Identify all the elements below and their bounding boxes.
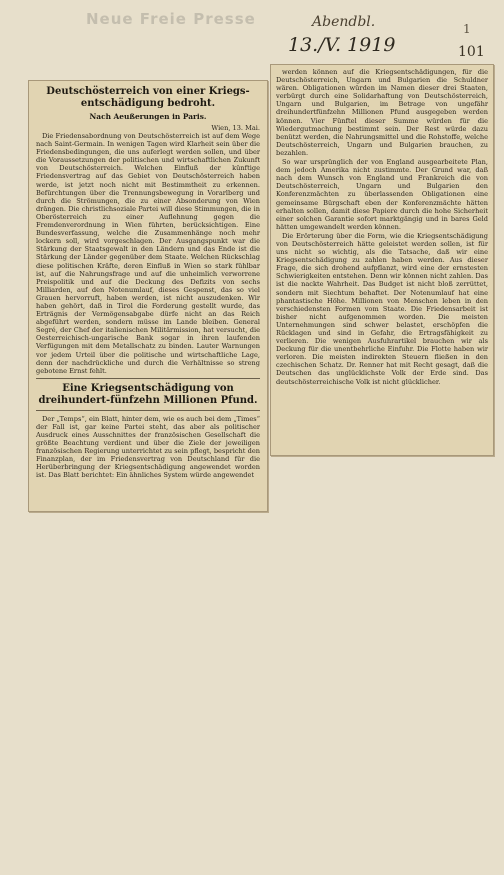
handwritten-ref-number: 101	[458, 44, 485, 60]
newspaper-stamp: Neue Freie Presse	[86, 10, 256, 28]
article-divider	[36, 378, 260, 379]
article2-headline: Eine Kriegsentschädigung von dreihundert-fünfzehn Millionen Pfund.	[38, 382, 258, 406]
handwritten-date: 13./V. 1919	[288, 34, 396, 56]
right-paragraph-2: So war ursprünglich der von England ausgearbeitete Plan, dem jedoch Amerika nicht zustimmte. Der Grund war, daß nach dem Wunsch von England und Frankreich die von Deutschösterreich, Ungarn und Bulgarien den Konferenzmächten zu überlassenden Obligationen eine gemeinsame Bürgschaft eben der Konferenzmächte hätten erhalten sollen, damit diese Papiere durch die hohe Sicherheit einer solchen Garantie sofort marktgängig und in bares Geld hätten umgewandelt werden können.	[276, 158, 488, 231]
handwritten-ref-top: 1	[463, 22, 471, 36]
right-paragraph-1: werden können auf die Kriegsentschädigungen, für die Deutschösterreich, Ungarn und Bulgarien die Schuldner wären. Obligationen würden im Namen dieser drei Staaten, verbürgt durch eine Solidarhaftung von Deutschösterreich, Ungarn und Bulgarien, im Betrage von ungefähr dreihundertfünfzehn Millionen Pfund ausgegeben werden können. Vier Fünftel dieser Summe würden für die Wiedergutmachung bestimmt sein. Der Rest würde dazu benützt werden, die Nahrungsmittel und die Rohstoffe, welche Deutschösterreich, Ungarn und Bulgarien brauchen, zu bezahlen.	[276, 68, 488, 157]
right-paragraph-3: Die Erörterung über die Form, wie die Kriegsentschädigung von Deutschösterreich hätte geleistet werden sollen, ist für uns nicht so wichtig, als die Tatsache, daß wir eine Kriegsentschädigung zu zahlen haben werden. Aus dieser Frage, die sich drohend aufpflanzt, wird eine der ernstesten Schwierigkeiten entstehen. Denn wir können nicht zahlen. Das ist die nackte Wahrheit. Das Budget ist nicht bloß zerrüttet, sondern mit Siechtum behaftet. Der Notenumlauf hat eine phantastische Höhe. Millionen von Menschen leben in den verschiedensten Formen vom Staate. Die Friedensarbeit ist bisher nicht aufgenommen worden. Die meisten Unternehmungen sind schwer belastet, erschöpfen die Rücklagen und sind in Gefahr, die Ertragsfähigkeit zu verlieren. Die wenigen Ausfuhrartikel brauchen wir als Deckung für die unentbehrliche Einfuhr. Die Flotte haben wir verloren. Die meisten indirekten Steuern fließen in den czechischen Schatz. Dr. Renner hat mit Recht gesagt, daß die Deutschen das unglücklichste Volk der Erde sind. Das deutschösterreichische Volk ist nicht glücklicher.	[276, 231, 488, 386]
handwritten-edition-note: Abendbl.	[312, 14, 376, 30]
article2-paragraph: Der „Temps“, ein Blatt, hinter dem, wie es auch bei dem „Times“ der Fall ist, gar keine Partei steht, das aber als politischer Ausdruck eines Ausschnittes der französischen Gesellschaft die größte Beachtung verdient und über die Ziele der jeweiligen französischen Regierung unterrichtet zu sein pflegt, bespricht den Finanzplan, der im Friedensvertrag von Deutschland für die Herüberbringung der Kriegsentschädigung angewendet worden ist. Das Blatt berichtet: Ein ähnliches System würde angewendet	[36, 414, 260, 480]
headline-divider	[36, 410, 260, 411]
column-left	[36, 86, 260, 481]
article1-subhead: Nach Aeußerungen in Paris.	[89, 112, 207, 121]
column-right	[276, 68, 488, 387]
article1-paragraph: Die Friedensabordnung von Deutschösterreich ist auf dem Wege nach Saint-Germain. In wenigen Tagen wird Klarheit sein über die Friedensbedingungen, die uns auferlegt werden sollen, und über die Voraussetzungen der politischen und wirtschaftlichen Zukunft von Deutschösterreich. Welchen Einfluß der künftige Friedensvertrag auf das Gebiet von Deutschösterreich haben werde, ist jetzt noch nicht mit Bestimmtheit zu erkennen. Befürchtungen über die Trennungsbewegung in Vorarlberg und durch die Strömungen, die zu einer Absonderung von Wien drängen. Die christlichsoziale Partei will diese Stimmungen, die in Oberösterreich zu einer Auflehnung gegen die Fremdenverordnung in Wien führten, berücksichtigen. Eine Bundesverfassung, welche die Zusammenhänge noch mehr lockern soll, wird vorgeschlagen. Der Ausgangspunkt war die Stärkung der Staatsgewalt in den Ländern und das Ende ist die Stärkung der Länder gegenüber dem Staate. Welchen Rückschlag diese politischen Kräfte, deren Einfluß in Wien so stark fühlbar ist, auf die Nahrungsfrage und auf die unheimlich verworrene Preispolitik und auf die Deckung des Defizits von sechs Milliarden, auf den Notenumlauf, dieses Gespenst, das so viel Grauen hervorruft, haben werden, ist nicht auszudenken. Wir haben gehört, daß in Tirol die Forderung gestellt wurde, das Erträgnis der Vermögensabgabe dürfe nicht an das Reich abgeführt werden, sondern müsse im Lande bleiben. General Segré, der Chef der italienischen Militärmission, hat versucht, die Oesterreichisch-ungarische Bank sogar in ihren laufenden Verfügungen mit dem Metallschatz zu binden. Lauter Warnungen vor jedem Urteil über die politische und wirtschaftliche Lage, denn der nachdrückliche und durch die Verhältnisse so streng gebotene Ernst fehlt.	[36, 132, 260, 375]
article1-dateline: Wien, 13. Mai.	[211, 124, 260, 132]
article1-headline: Deutschösterreich von einer Kriegs-entschädigung bedroht.	[46, 86, 250, 109]
